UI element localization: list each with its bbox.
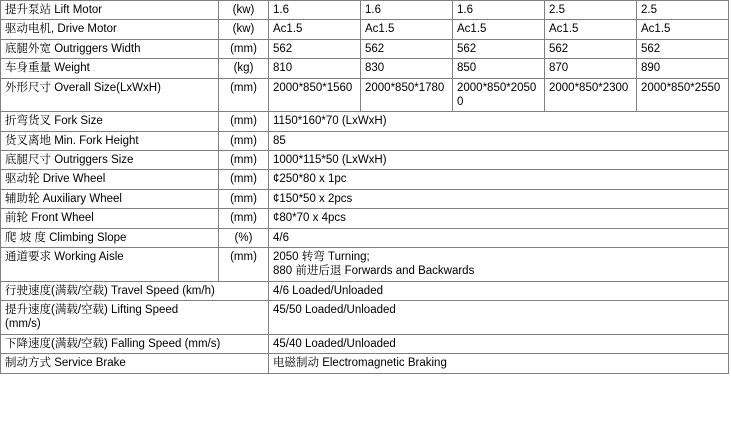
row-value: 电磁制动 Electromagnetic Braking xyxy=(269,354,729,373)
row-value: ¢250*80 x 1pc xyxy=(269,170,729,189)
row-value: 45/50 Loaded/Unloaded xyxy=(269,301,729,335)
row-value: 4/6 Loaded/Unloaded xyxy=(269,281,729,300)
row-unit: (mm) xyxy=(219,170,269,189)
row-parameter-label: 前轮 Front Wheel xyxy=(1,209,219,228)
row-parameter-label: 底腿尺寸 Outriggers Size xyxy=(1,151,219,170)
row-unit: (kg) xyxy=(219,59,269,78)
row-value: 1000*115*50 (LxWxH) xyxy=(269,151,729,170)
table-row xyxy=(1,59,729,78)
row-parameter-label: 驱动轮 Drive Wheel xyxy=(1,170,219,189)
row-value: 2.5 xyxy=(545,1,637,20)
row-value: 85 xyxy=(269,131,729,150)
row-value: Ac1.5 xyxy=(545,20,637,39)
row-unit: (mm) xyxy=(219,209,269,228)
row-unit: (mm) xyxy=(219,151,269,170)
table-row xyxy=(1,334,729,353)
row-value: Ac1.5 xyxy=(453,20,545,39)
row-unit: (mm) xyxy=(219,131,269,150)
row-parameter-label: 下降速度(满载/空载) Falling Speed (mm/s) xyxy=(1,334,269,353)
table-row xyxy=(1,354,729,373)
row-parameter-label: 外形尺寸 Overall Size(LxWxH) xyxy=(1,78,219,112)
row-parameter-label: 底腿外宽 Outriggers Width xyxy=(1,39,219,58)
row-parameter-label: 制动方式 Service Brake xyxy=(1,354,269,373)
row-value: 4/6 xyxy=(269,228,729,247)
table-row xyxy=(1,151,729,170)
row-parameter-label: 货叉离地 Min. Fork Height xyxy=(1,131,219,150)
row-value: 2000*850*2300 xyxy=(545,78,637,112)
table-row xyxy=(1,1,729,20)
row-unit: (%) xyxy=(219,228,269,247)
row-unit: (kw) xyxy=(219,20,269,39)
row-value: 890 xyxy=(637,59,729,78)
row-value: ¢150*50 x 2pcs xyxy=(269,189,729,208)
row-value: 2000*850*1780 xyxy=(361,78,453,112)
row-unit: (mm) xyxy=(219,247,269,281)
table-row xyxy=(1,301,729,335)
row-value: Ac1.5 xyxy=(361,20,453,39)
row-value: 562 xyxy=(453,39,545,58)
row-value: 2000*850*20500 xyxy=(453,78,545,112)
row-value: 562 xyxy=(269,39,361,58)
row-value: 562 xyxy=(361,39,453,58)
row-value: 1.6 xyxy=(269,1,361,20)
row-parameter-label: 车身重量 Weight xyxy=(1,59,219,78)
row-unit: (mm) xyxy=(219,112,269,131)
row-value: 2.5 xyxy=(637,1,729,20)
row-value: 870 xyxy=(545,59,637,78)
row-value: Ac1.5 xyxy=(637,20,729,39)
row-parameter-label: 驱动电机, Drive Motor xyxy=(1,20,219,39)
row-parameter-label: 折弯货叉 Fork Size xyxy=(1,112,219,131)
table-row xyxy=(1,20,729,39)
row-value: 562 xyxy=(545,39,637,58)
row-parameter-label: 爬 坡 度 Climbing Slope xyxy=(1,228,219,247)
row-value: 830 xyxy=(361,59,453,78)
row-value: 2000*850*1560 xyxy=(269,78,361,112)
row-value: 810 xyxy=(269,59,361,78)
table-row xyxy=(1,78,729,112)
table-row xyxy=(1,131,729,150)
row-unit: (mm) xyxy=(219,39,269,58)
row-value: 850 xyxy=(453,59,545,78)
table-row xyxy=(1,209,729,228)
row-parameter-label: 提升速度(满载/空载) Lifting Speed (mm/s) xyxy=(1,301,269,335)
row-value: 1.6 xyxy=(361,1,453,20)
row-value: 2050 转弯 Turning; 880 前进后退 Forwards and Backwards xyxy=(269,247,729,281)
row-value: 562 xyxy=(637,39,729,58)
row-unit: (mm) xyxy=(219,189,269,208)
row-value: ¢80*70 x 4pcs xyxy=(269,209,729,228)
row-unit: (mm) xyxy=(219,78,269,112)
table-row xyxy=(1,228,729,247)
table-row xyxy=(1,281,729,300)
row-parameter-label: 辅助轮 Auxiliary Wheel xyxy=(1,189,219,208)
row-value: 2000*850*2550 xyxy=(637,78,729,112)
row-value: 1150*160*70 (LxWxH) xyxy=(269,112,729,131)
row-unit: (kw) xyxy=(219,1,269,20)
row-value: 1.6 xyxy=(453,1,545,20)
table-row xyxy=(1,189,729,208)
row-parameter-label: 通道要求 Working Aisle xyxy=(1,247,219,281)
table-row xyxy=(1,39,729,58)
row-value: Ac1.5 xyxy=(269,20,361,39)
row-parameter-label: 提升泵站 Lift Motor xyxy=(1,1,219,20)
table-row xyxy=(1,247,729,281)
row-parameter-label: 行驶速度(满载/空载) Travel Speed (km/h) xyxy=(1,281,269,300)
table-row xyxy=(1,112,729,131)
table-row xyxy=(1,170,729,189)
row-value: 45/40 Loaded/Unloaded xyxy=(269,334,729,353)
table-body xyxy=(1,1,729,374)
